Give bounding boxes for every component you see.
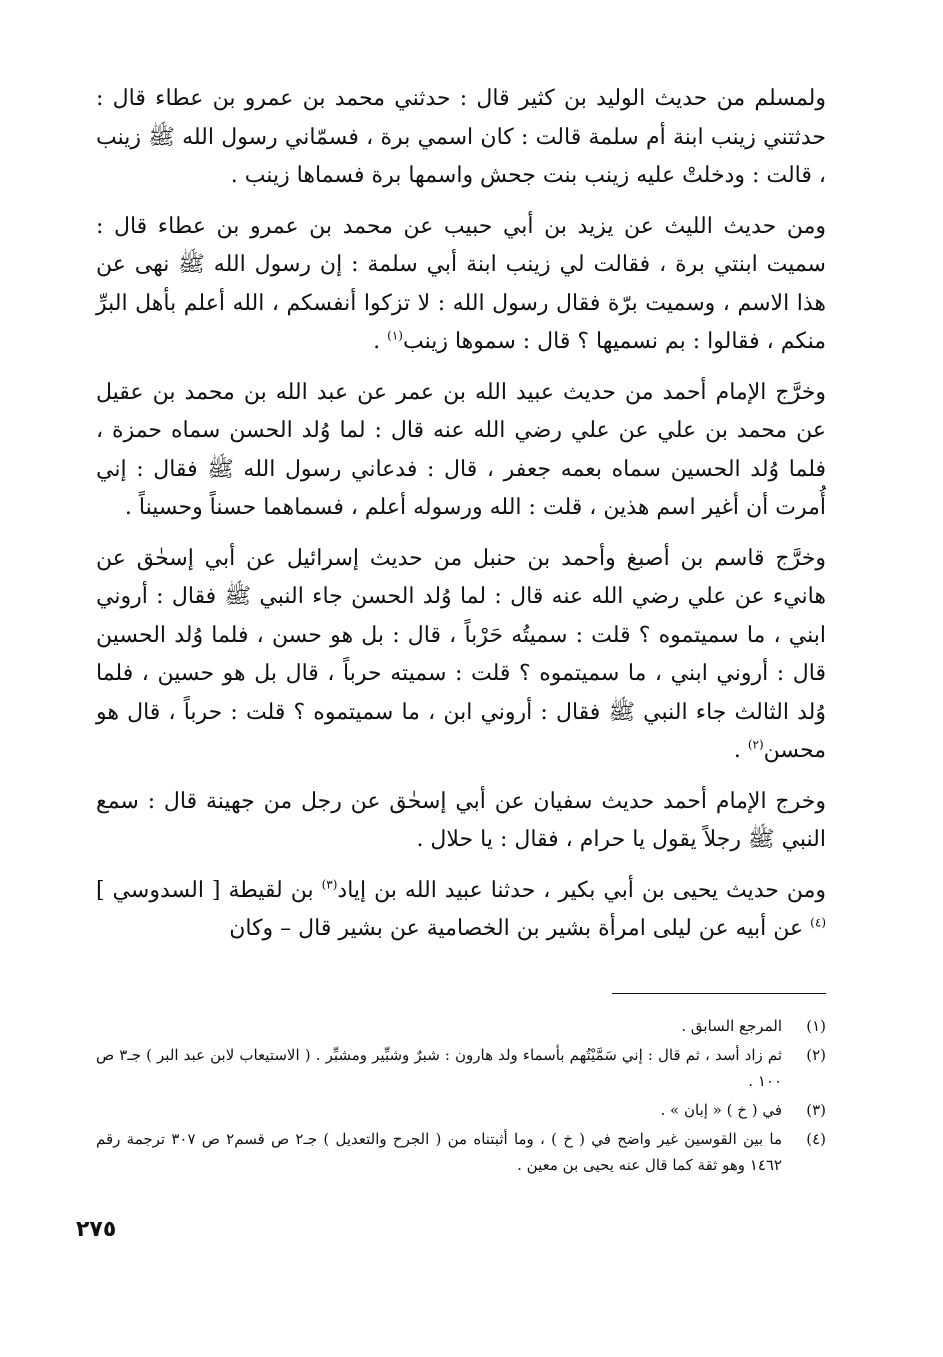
footnote-text: في ( خ ) « إبان » .	[660, 1101, 782, 1119]
footnote-text: ثم زاد أسد ، ثم قال : إني سَمَّيْتُهم بأسماء ولد هارون : شبرٌ وشبِّير ومشبِّر . ( الاستيعاب لابن عبد البر ) جـ٣ ص ١٠٠ .	[96, 1046, 783, 1090]
footnote-number: (١)	[806, 1017, 826, 1035]
footnote-ref-1: (١)	[387, 328, 403, 343]
footnote-1	[96, 1013, 826, 1039]
paragraph-3: وخرَّج الإمام أحمد من حديث عبيد الله بن عمر عن عبد الله بن محمد بن عقيل عن محمد بن علي عن علي رضي الله عنه قال : لما وُلد الحسن سماه حمزة ، فلما وُلد الحسين سماه بعمه جعفر ، قال : فدعاني رسول الله ﷺ فقال : إني أُمرت أن أغير اسم هذين ، قلت : الله ورسوله أعلم ، فسماهما حسناً وحسيناً .	[96, 379, 826, 520]
page-number: ٢٧٥	[76, 1217, 117, 1242]
footnote-ref-2: (٢)	[747, 737, 764, 752]
footnote-3	[96, 1097, 826, 1123]
paragraph-1: ولمسلم من حديث الوليد بن كثير قال : حدثني محمد بن عمرو بن عطاء قال : حدثتني زينب ابنة أم سلمة قالت : كان اسمي برة ، فسمّاني رسول الله ﷺ زينب ، قالت : ودخلتْ عليه زينب بنت جحش واسمها برة فسماها زينب .	[96, 86, 826, 188]
main-text	[96, 80, 826, 961]
footnote-text: ما بين القوسين غير واضح في ( خ ) ، وما أثبتناه من ( الجرح والتعديل ) جـ٢ ص قسم٢ ص ٣٠٧ ترجمة رقم ١٤٦٢ وهو ثقة كما قال عنه يحيى بن معين .	[96, 1130, 782, 1174]
footnote-number: (٢)	[806, 1046, 826, 1064]
paragraph-2: ومن حديث الليث عن يزيد بن أبي حبيب عن محمد بن عمرو بن عطاء قال : سميت ابنتي برة ، فقالت لي زينب ابنة أبي سلمة : إن رسول الله ﷺ نهى عن هذا الاسم ، وسميت برّة فقال رسول الله : لا تزكوا أنفسكم ، الله أعلم بأهل البرِّ منكم ، فقالوا : بم نسميها ؟ قال : سموها زينب$^{(١)}$ .	[96, 213, 826, 354]
footnote-ref-4: (٤)	[810, 915, 826, 930]
paragraph-4: وخرَّج قاسم بن أصبغ وأحمد بن حنبل من حديث إسرائيل عن أبي إسحٰق عن هانيء عن علي رضي الله عنه قال : لما وُلد الحسن جاء النبي ﷺ فقال : أروني ابني ، ما سميتموه ؟ قلت : سميتُه حَرْباً ، قال : بل هو حسن ، فلما وُلد الحسين قال : أروني ابني ، ما سميتموه ؟ قلت : سميته حرباً ، قال بل هو حسين ، فلما وُلد الثالث جاء النبي ﷺ فقال : أروني ابن ، ما سميتموه ؟ قلت : حرباً ، قال هو محسن$^{(٢)}$ .	[96, 545, 826, 763]
footnote-number: (٤)	[806, 1130, 826, 1148]
footnote-text: المرجع السابق .	[681, 1017, 782, 1035]
paragraph-6: ومن حديث يحيى بن أبي بكير ، حدثنا عبيد الله بن إياد$^{(٣)}$ بن لقيطة [ السدوسي ]$^{(٤)}$ عن أبيه عن ليلى امرأة بشير بن الخصامية عن بشير قال – وكان	[96, 877, 826, 941]
footnote-divider	[612, 993, 826, 994]
footnote-4	[96, 1126, 826, 1178]
footnote-ref-3: (٣)	[321, 877, 338, 892]
footnote-2	[96, 1042, 826, 1094]
footnotes	[96, 1013, 826, 1181]
paragraph-5: وخرج الإمام أحمد حديث سفيان عن أبي إسحٰق عن رجل من جهينة قال : سمع النبي ﷺ رجلاً يقول يا حرام ، فقال : يا حلال .	[96, 788, 826, 852]
footnote-number: (٣)	[806, 1101, 826, 1119]
